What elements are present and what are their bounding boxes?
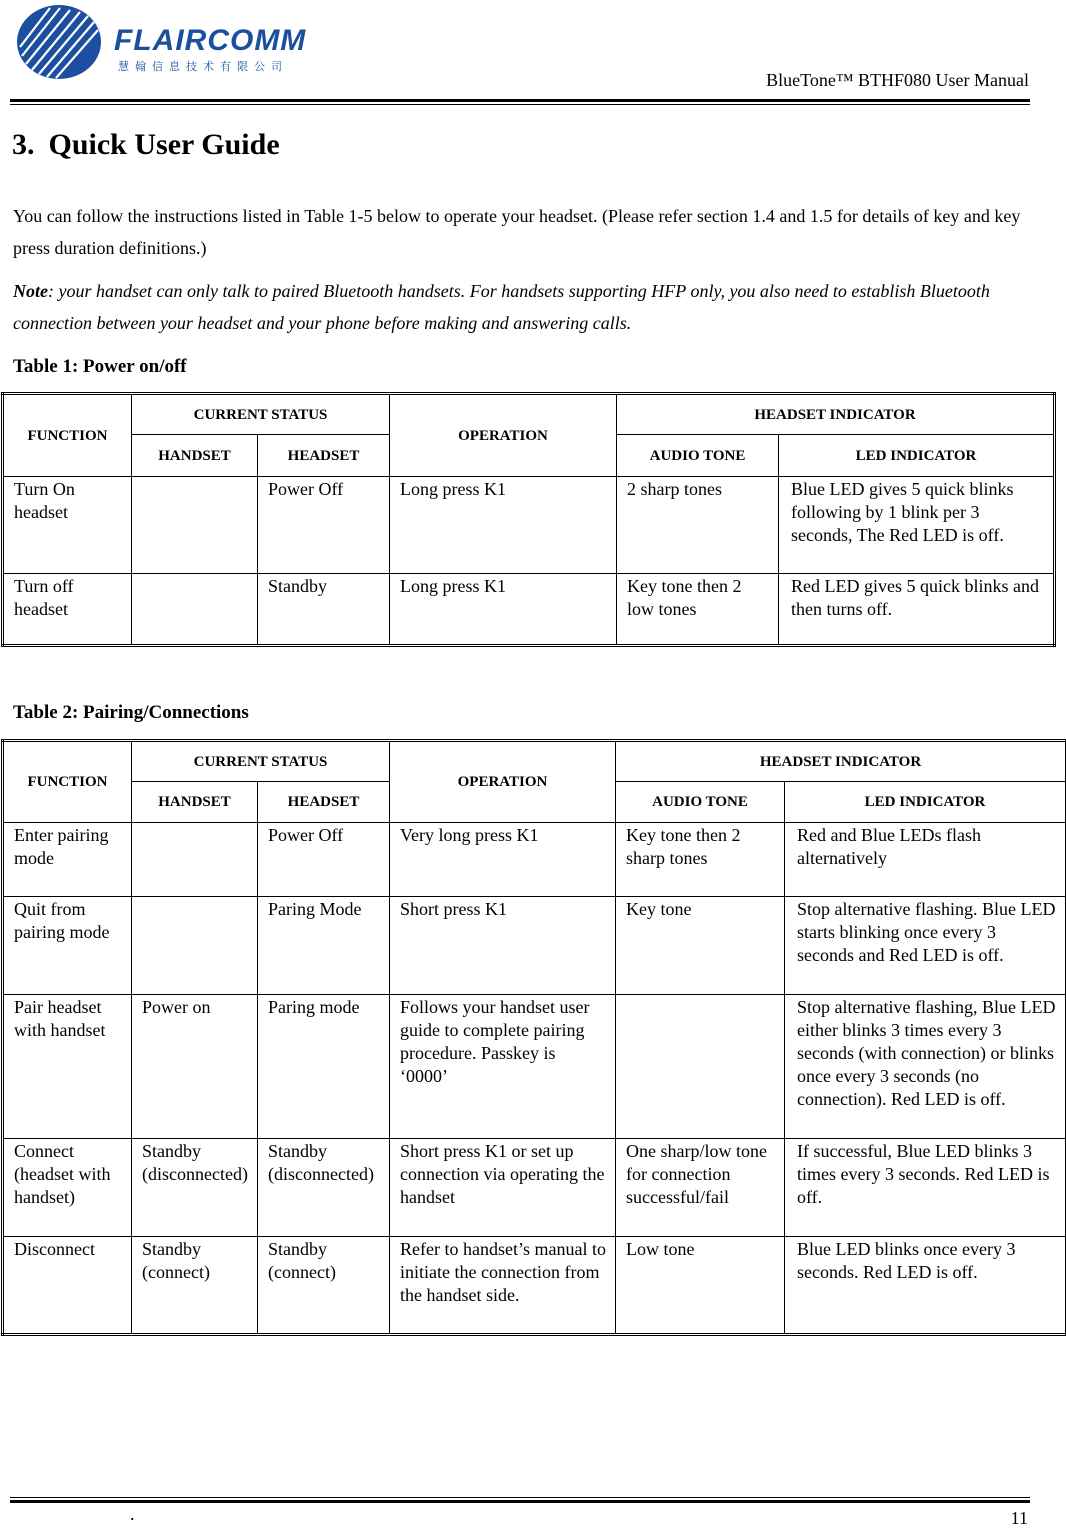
page-number: 11 xyxy=(1011,1508,1028,1529)
cell-led: Red and Blue LEDs flash alternatively xyxy=(785,823,1066,897)
footer-rule-thin xyxy=(10,1497,1030,1498)
header-handset: HANDSET xyxy=(132,782,258,823)
cell-function: Enter pairing mode xyxy=(3,823,132,897)
cell-headset: Paring Mode xyxy=(258,897,390,995)
cell-led: Stop alternative flashing, Blue LED either blinks 3 times every 3 seconds (with connection) or blinks once every 3 seconds (no connection). Red LED is off. xyxy=(785,995,1066,1139)
cell-headset: Power Off xyxy=(258,477,390,574)
table-row xyxy=(3,1139,1066,1237)
header-headset: HEADSET xyxy=(258,435,390,477)
table-row xyxy=(3,477,1055,574)
header-handset: HANDSET xyxy=(132,435,258,477)
cell-audio-tone: 2 sharp tones xyxy=(617,477,779,574)
cell-led: Blue LED blinks once every 3 seconds. Red LED is off. xyxy=(785,1237,1066,1335)
table-pairing xyxy=(1,739,1066,1336)
header-headset: HEADSET xyxy=(258,782,390,823)
cell-function: Quit from pairing mode xyxy=(3,897,132,995)
cell-operation: Refer to handset’s manual to initiate the connection from the handset side. xyxy=(390,1237,616,1335)
cell-audio-tone: Key tone then 2 low tones xyxy=(617,574,779,646)
cell-function: Turn On headset xyxy=(3,477,132,574)
cell-operation: Follows your handset user guide to complete pairing procedure. Passkey is ‘0000’ xyxy=(390,995,616,1139)
header-operation: OPERATION xyxy=(390,741,616,823)
table-row xyxy=(3,995,1066,1139)
cell-audio-tone xyxy=(616,995,785,1139)
header-current-status: CURRENT STATUS xyxy=(132,741,390,782)
cell-audio-tone: Key tone then 2 sharp tones xyxy=(616,823,785,897)
cell-operation: Long press K1 xyxy=(390,477,617,574)
cell-led: Stop alternative flashing. Blue LED starts blinking once every 3 seconds and Red LED is off. xyxy=(785,897,1066,995)
cell-handset xyxy=(132,574,258,646)
cell-function: Disconnect xyxy=(3,1237,132,1335)
header-rule xyxy=(10,99,1030,102)
note-text: : your handset can only talk to paired Bluetooth handsets. For handsets supporting HFP only, you also need to establish Bluetooth connection between your headset and your phone before making and answering calls. xyxy=(13,281,990,333)
footer-rule xyxy=(10,1500,1030,1503)
header-headset-indicator: HEADSET INDICATOR xyxy=(617,394,1055,435)
header-audio-tone: AUDIO TONE xyxy=(617,435,779,477)
header-function: FUNCTION xyxy=(3,394,132,477)
cell-handset: Standby (connect) xyxy=(132,1237,258,1335)
cell-audio-tone: Low tone xyxy=(616,1237,785,1335)
header-operation: OPERATION xyxy=(390,394,617,477)
note-paragraph xyxy=(13,275,1043,339)
cell-operation: Very long press K1 xyxy=(390,823,616,897)
cell-handset: Standby (disconnected) xyxy=(132,1139,258,1237)
cell-headset: Power Off xyxy=(258,823,390,897)
note-label: Note xyxy=(13,281,48,301)
header-rule-thin xyxy=(10,104,1030,105)
section-title xyxy=(12,128,280,162)
cell-led: If successful, Blue LED blinks 3 times every 3 seconds. Red LED is off. xyxy=(785,1139,1066,1237)
company-logo xyxy=(14,2,314,82)
cell-function: Turn off headset xyxy=(3,574,132,646)
logo-wordmark: FLAIRCOMM xyxy=(114,24,306,58)
cell-operation: Short press K1 xyxy=(390,897,616,995)
footer-dot: . xyxy=(130,1504,135,1525)
cell-led: Red LED gives 5 quick blinks and then turns off. xyxy=(779,574,1055,646)
header-function: FUNCTION xyxy=(3,741,132,823)
cell-headset: Standby (disconnected) xyxy=(258,1139,390,1237)
cell-headset: Paring mode xyxy=(258,995,390,1139)
header-led-indicator: LED INDICATOR xyxy=(779,435,1055,477)
manual-title: BlueTone™ BTHF080 User Manual xyxy=(766,70,1029,91)
cell-headset: Standby xyxy=(258,574,390,646)
header-headset-indicator: HEADSET INDICATOR xyxy=(616,741,1066,782)
table1-caption: Table 1: Power on/off xyxy=(13,356,187,378)
cell-handset: Power on xyxy=(132,995,258,1139)
table-power xyxy=(1,392,1056,647)
cell-handset xyxy=(132,897,258,995)
header-led-indicator: LED INDICATOR xyxy=(785,782,1066,823)
intro-paragraph: You can follow the instructions listed in Table 1-5 below to operate your headset. (Please refer section 1.4 and 1.5 for details of key and key press duration definitions.) xyxy=(13,200,1043,264)
cell-headset: Standby (connect) xyxy=(258,1237,390,1335)
table-row xyxy=(3,1237,1066,1335)
cell-audio-tone: One sharp/low tone for connection successful/fail xyxy=(616,1139,785,1237)
cell-handset xyxy=(132,477,258,574)
cell-function: Pair headset with handset xyxy=(3,995,132,1139)
section-title-text: Quick User Guide xyxy=(49,128,280,161)
cell-operation: Long press K1 xyxy=(390,574,617,646)
cell-led: Blue LED gives 5 quick blinks following by 1 blink per 3 seconds, The Red LED is off. xyxy=(779,477,1055,574)
cell-function: Connect (headset with handset) xyxy=(3,1139,132,1237)
table2-caption: Table 2: Pairing/Connections xyxy=(13,702,249,724)
table-row xyxy=(3,897,1066,995)
cell-operation: Short press K1 or set up connection via operating the handset xyxy=(390,1139,616,1237)
cell-handset xyxy=(132,823,258,897)
header-current-status: CURRENT STATUS xyxy=(132,394,390,435)
header-audio-tone: AUDIO TONE xyxy=(616,782,785,823)
section-number: 3. xyxy=(12,128,35,161)
globe-logo-icon xyxy=(14,2,104,82)
cell-audio-tone: Key tone xyxy=(616,897,785,995)
table-row xyxy=(3,574,1055,646)
logo-subtitle: 慧翰信息技术有限公司 xyxy=(118,58,288,74)
table-row xyxy=(3,823,1066,897)
